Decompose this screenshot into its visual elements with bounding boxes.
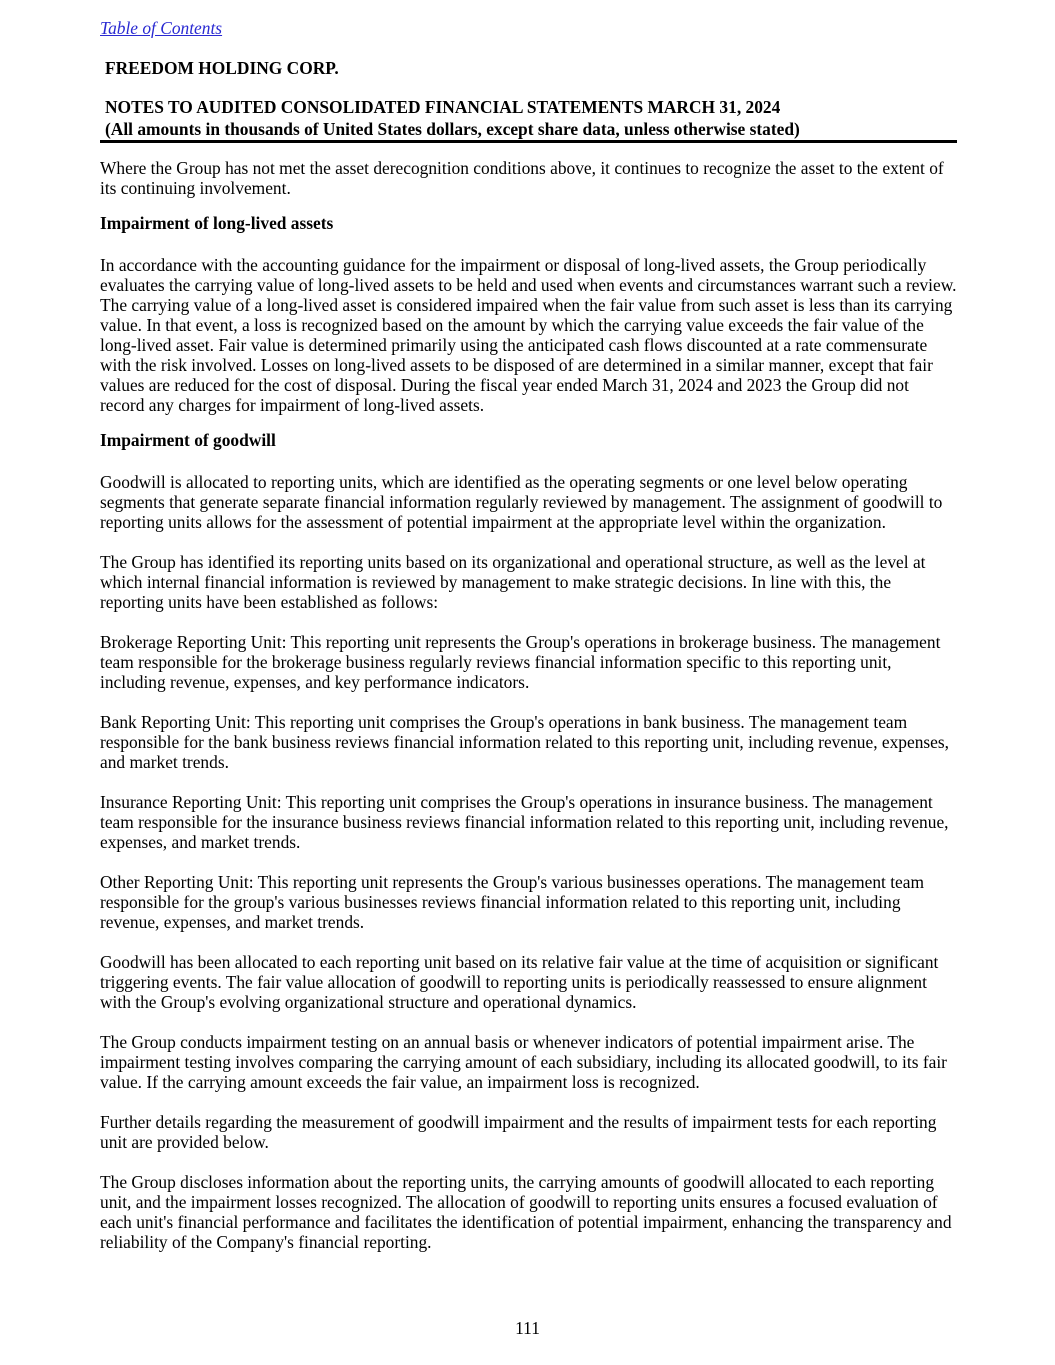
paragraph-further-details: Further details regarding the measurement of goodwill impairment and the results of impairment tests for each reporting unit are provided below. [100,1112,937,1152]
document-header [100,96,957,143]
paragraph-goodwill-allocation: Goodwill is allocated to reporting units, which are identified as the operating segments or one level below operating segments that generate separate financial information regularly reviewed by management. The assignment of goodwill to reporting units allows for the assessment of potential impairment at the appropriate level within the organization. [100,472,943,532]
paragraph-goodwill-fair-value: Goodwill has been allocated to each reporting unit based on its relative fair value at the time of acquisition or significant triggering events. The fair value allocation of goodwill to reporting units is periodically reassessed to ensure alignment with the Group's evolving organizational structure and operational dynamics. [100,952,939,1012]
paragraph-continuing-involvement: Where the Group has not met the asset derecognition conditions above, it continues to recognize the asset to the extent of its continuing involvement. [100,158,944,198]
paragraph-other-reporting-unit: Other Reporting Unit: This reporting unit represents the Group's various businesses operations. The management team responsible for the group's various businesses reviews financial information related to this reporting unit, including revenue, expenses, and market trends. [100,872,925,932]
amounts-disclaimer: (All amounts in thousands of United States dollars, except share data, unless otherwise stated) [105,119,800,139]
paragraph-disclosure: The Group discloses information about the reporting units, the carrying amounts of goodwill allocated to each reporting unit, and the impairment losses recognized. The allocation of goodwill to reporting units ensures a focused evaluation of each unit's financial performance and facilitates the identification of potential impairment, enhancing the transparency and reliability of the Company's financial reporting. [100,1172,952,1252]
section-heading-goodwill: Impairment of goodwill [100,430,276,450]
company-name: FREEDOM HOLDING CORP. [105,58,339,78]
document-body [100,158,957,1252]
paragraph-long-lived-assets: In accordance with the accounting guidance for the impairment or disposal of long-lived assets, the Group periodically evaluates the carrying value of long-lived assets to be held and used when events and circumstances warrant such a review. The carrying value of a long-lived asset is considered impaired when the fair value from such asset is less than its carrying value. In that event, a loss is recognized based on the amount by which the carrying value exceeds the fair value of the long-lived asset. Fair value is determined primarily using the anticipated cash flows discounted at a rate commensurate with the risk involved. Losses on long-lived assets to be disposed of are determined in a similar manner, except that fair values are reduced for the cost of disposal. During the fiscal year ended March 31, 2024 and 2023 the Group did not record any charges for impairment of long-lived assets. [100,255,957,415]
page-number: 111 [515,1318,540,1338]
table-of-contents-link[interactable]: Table of Contents [100,18,223,38]
document-title: NOTES TO AUDITED CONSOLIDATED FINANCIAL STATEMENTS MARCH 31, 2024 [105,97,781,117]
paragraph-impairment-testing: The Group conducts impairment testing on an annual basis or whenever indicators of potential impairment arise. The impairment testing involves comparing the carrying amount of each subsidiary, including its allocated goodwill, to its fair value. If the carrying amount exceeds the fair value, an impairment loss is recognized. [100,1032,947,1092]
paragraph-reporting-units-identified: The Group has identified its reporting units based on its organizational and operational structure, as well as the level at which internal financial information is reviewed by management to make strategic decisions. In line with this, the reporting units have been established as follows: [100,552,926,612]
paragraph-bank-reporting-unit: Bank Reporting Unit: This reporting unit comprises the Group's operations in bank business. The management team responsible for the bank business reviews financial information related to this reporting unit, including revenue, expenses, and market trends. [100,712,950,772]
toc-line [100,18,957,38]
section-heading-long-lived-assets: Impairment of long-lived assets [100,213,334,233]
paragraph-brokerage-reporting-unit: Brokerage Reporting Unit: This reporting unit represents the Group's operations in brokerage business. The management team responsible for the brokerage business regularly reviews financial information specific to this reporting unit, including revenue, expenses, and key performance indicators. [100,632,941,692]
paragraph-insurance-reporting-unit: Insurance Reporting Unit: This reporting unit comprises the Group's operations in insurance business. The management team responsible for the insurance business reviews financial information related to this reporting unit, including revenue, expenses, and market trends. [100,792,949,852]
